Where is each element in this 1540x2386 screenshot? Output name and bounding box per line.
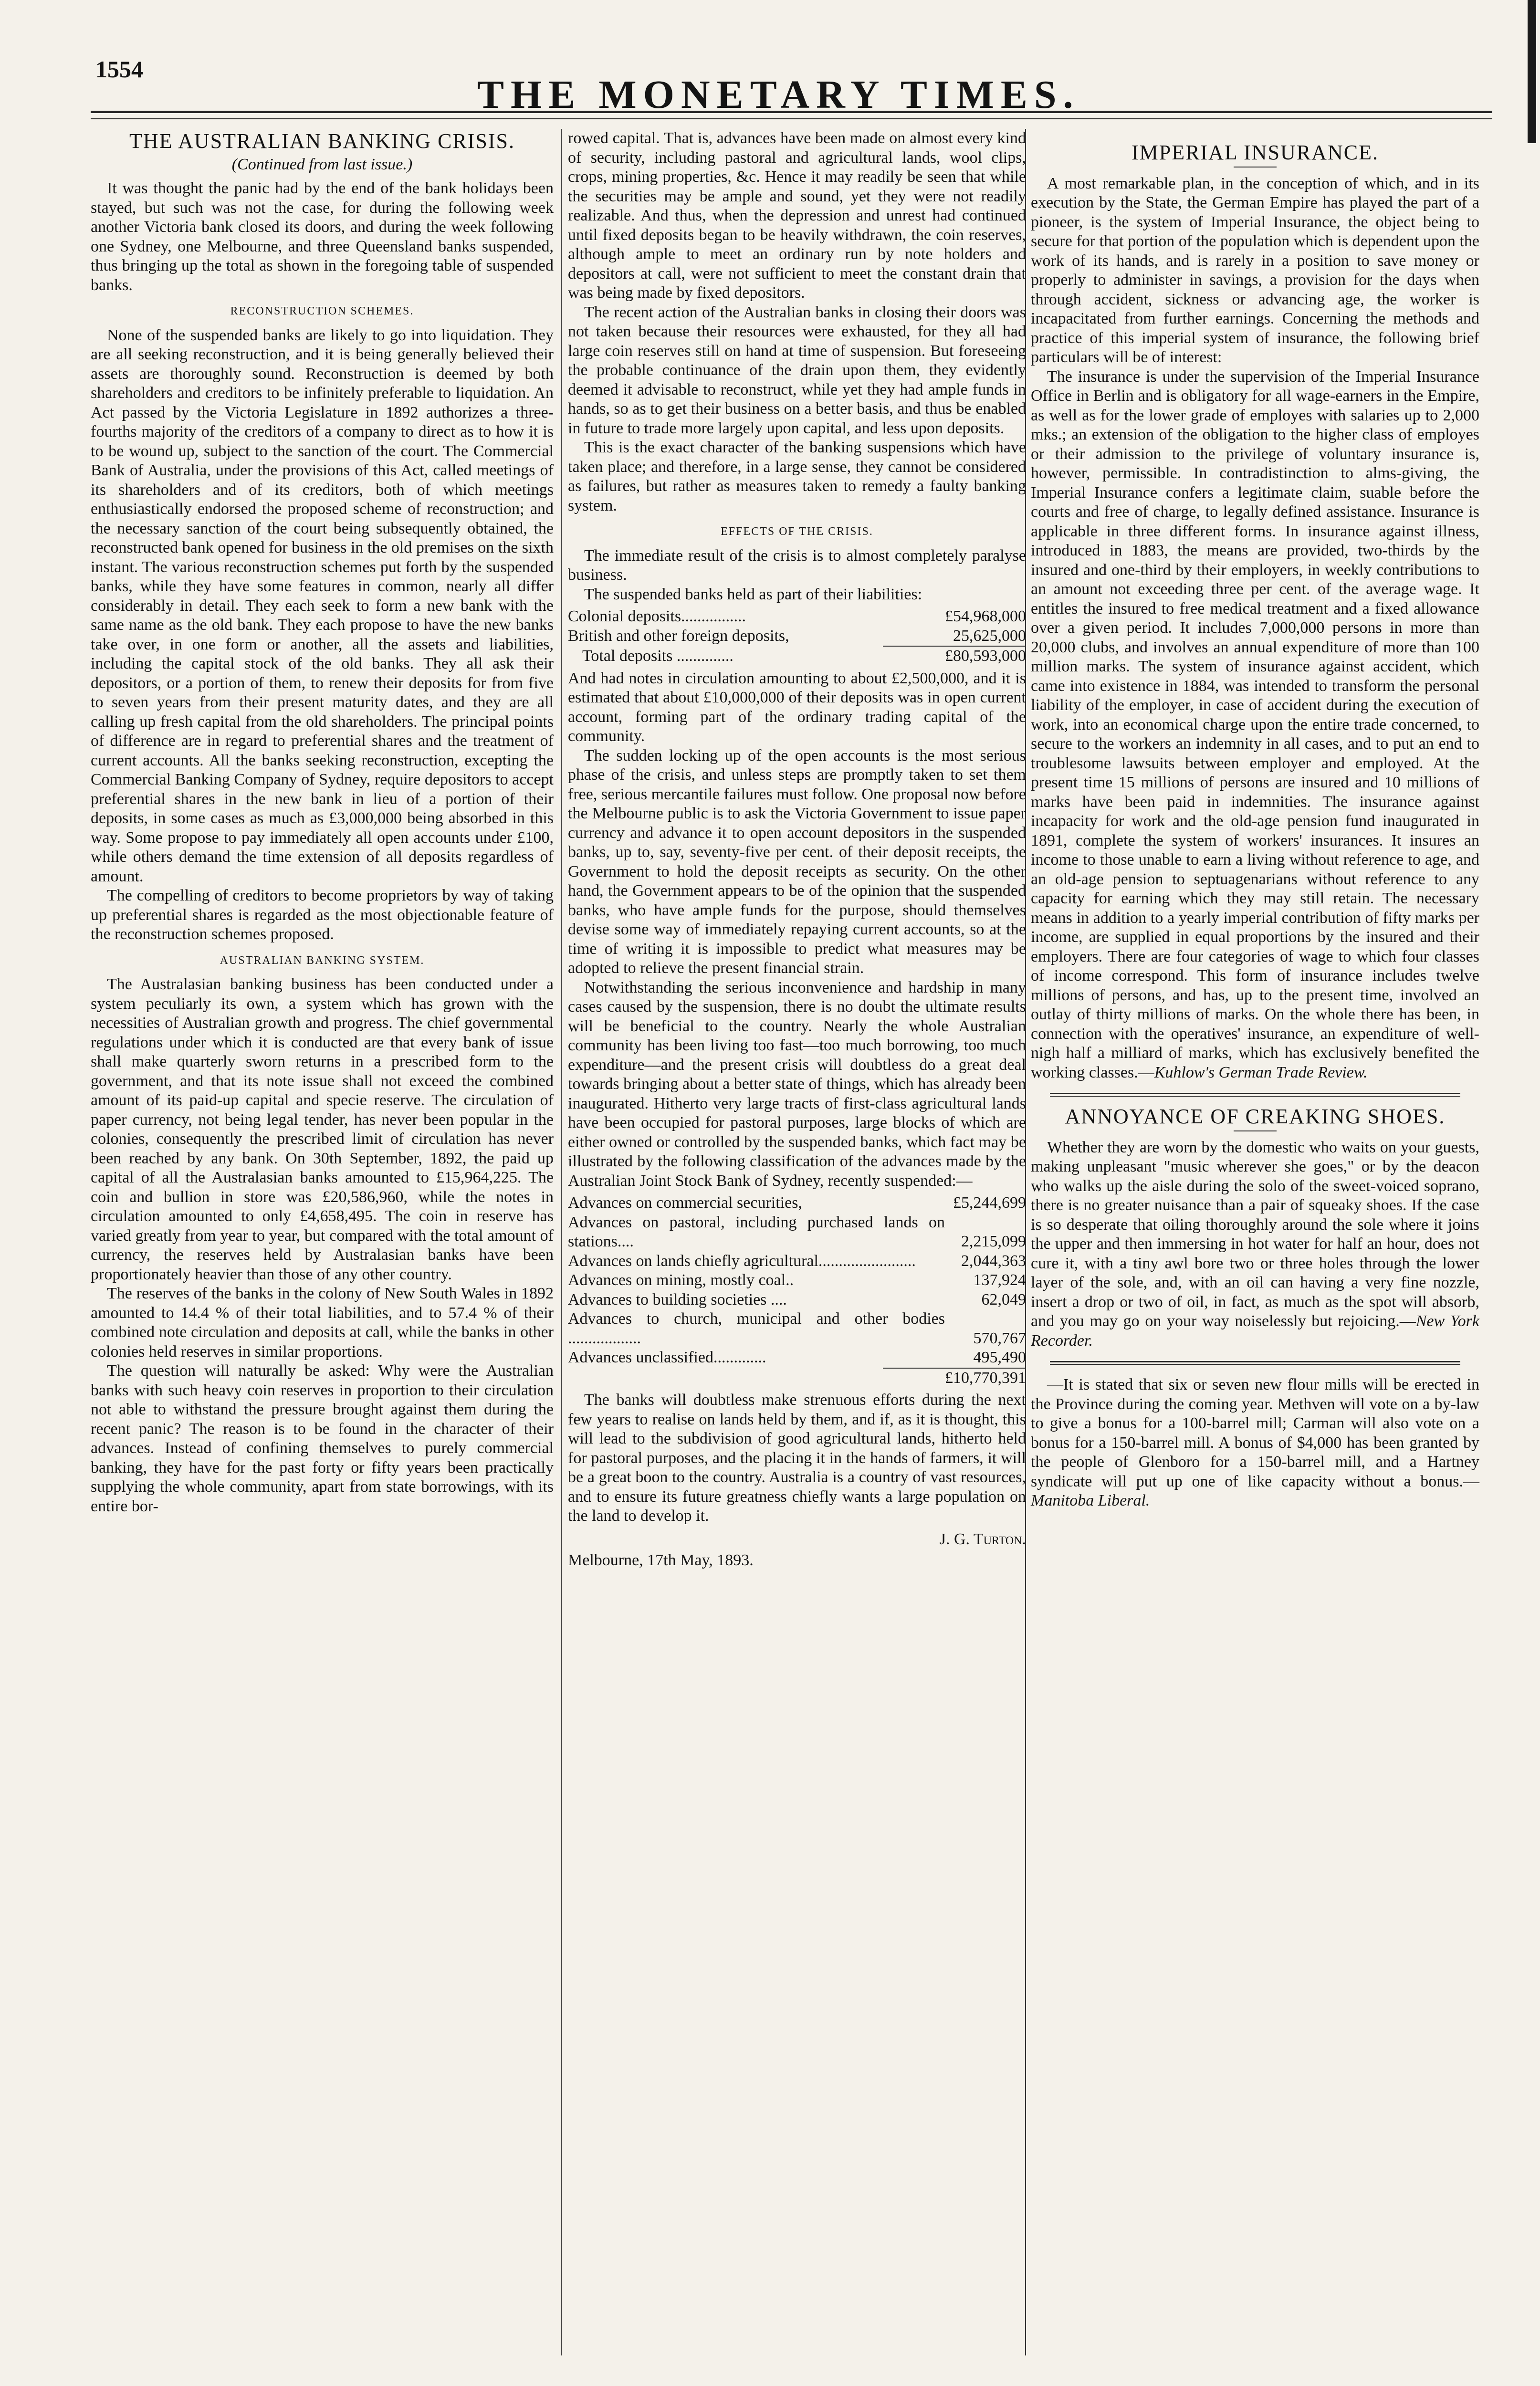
masthead-rule	[91, 111, 1492, 113]
total-label: Total deposits ..............	[582, 647, 733, 665]
row-amount: 137,924	[973, 1271, 1026, 1289]
table-row	[568, 1252, 1026, 1271]
row-amount: 2,215,099	[961, 1233, 1026, 1250]
column-1	[91, 129, 554, 1516]
paragraph: The sudden locking up of the open accounts is the most serious phase of the crisis, and unless steps are promptly taken to set them free, serious mercantile failures must follow. One proposal now before the Melbourne public is to ask the Victoria Government to issue paper currency and advance it to open account depositors in the suspended banks, up to, say, seventy-five per cent. of their deposit receipts, the Government to hold the deposit receipts as security. On the other hand, the Government appears to be of the opinion that the suspended banks, who have ample funds for the purpose, should themselves devise some way of immediately repaying current accounts, so at the time of writing it is impossible to predict what measures may be adopted to relieve the present financial strain.	[568, 746, 1026, 977]
table-row	[568, 1193, 1026, 1213]
continued-note: (Continued from last issue.)	[231, 155, 413, 173]
section-heading: RECONSTRUCTION SCHEMES.	[230, 305, 414, 317]
column-divider	[561, 129, 562, 2355]
source-credit: Manitoba Liberal.	[1031, 1492, 1150, 1509]
paragraph	[1031, 1138, 1479, 1351]
row-amount: 495,490	[973, 1349, 1026, 1366]
paragraph: A most remarkable plan, in the conception of which, and in its execution by the State, the German Empire has played the part of a pioneer, is the system of Imperial Insurance, the object being to secure for that portion of the population which is dependent upon the work of its hands, and is rarely in a position to save money or properly to administer in savings, a provision for the days when through accident, sickness or advancing age, the worker is incapacitated from further earnings. Concerning the methods and practice of this imperial system of insurance, the following brief particulars will be of interest:	[1031, 174, 1479, 366]
row-amount: 25,625,000	[953, 627, 1026, 645]
row-label: Advances on mining, mostly coal..	[568, 1271, 794, 1289]
paragraph: rowed capital. That is, advances have been made on almost every kind of security, including pastoral and agricultural lands, wool clips, crops, mining properties, &c. Hence it may readily be seen that while the securities may be ample and sound, yet they were not readily realizable. And thus, when the depression and unrest had continued until fixed deposits began to be heavily withdrawn, the coin reserves, although ample to meet an ordinary run by note holders and depositors at call, were not sufficient to meet the constant drain that was being made by fixed depositors.	[568, 129, 1026, 302]
row-amount: £54,968,000	[945, 607, 1026, 625]
section-heading: AUSTRALIAN BANKING SYSTEM.	[220, 954, 425, 967]
row-label: Advances unclassified.............	[568, 1349, 766, 1366]
paragraph: It was thought the panic had by the end of the bank holidays been stayed, but such was not the case, for during the following week another Victoria bank closed its doors, and during the week following one Sydney, one Melbourne, and three Queensland banks suspended, thus bringing up the total as shown in the foregoing table of suspended banks.	[91, 179, 554, 294]
table-row	[568, 1213, 1026, 1252]
advances-table	[568, 1193, 1026, 1388]
table-row	[568, 1290, 1026, 1310]
row-label: Advances on commercial securities,	[568, 1194, 802, 1212]
table-row	[568, 607, 1026, 627]
total-amount: £80,593,000	[945, 647, 1026, 665]
paragraph: This is the exact character of the banking suspensions which have taken place; and therefore, in a large sense, they cannot be considered as failures, but rather as measures taken to remedy a faulty banking system.	[568, 439, 1026, 514]
paragraph: The immediate result of the crisis is to almost completely paralyse business.	[568, 546, 1026, 584]
article-divider	[1050, 1093, 1460, 1097]
paragraph: And had notes in circulation amounting to about £2,500,000, and it is estimated that about £10,000,000 of their deposits was in open current account, forming part of the ordinary trading capital of the community.	[568, 669, 1026, 745]
title-rule	[1234, 1130, 1277, 1131]
row-label: Advances on pastoral, including purchased lands on stations....	[568, 1213, 945, 1250]
table-row	[568, 1271, 1026, 1290]
paragraph: The question will naturally be asked: Why were the Australian banks with such heavy coin reserves in proportion to their circulation not able to withstand the pressure brought against them during the recent panic? The reason is to be found in the character of their advances. Instead of confining themselves to purely commercial banking, they have for the past forty or fifty years been practically supplying the whole community, apart from state borrowings, with its entire bor-	[91, 1362, 554, 1515]
row-label: Colonial deposits................	[568, 607, 746, 625]
article-title: THE AUSTRALIAN BANKING CRISIS.	[129, 129, 515, 153]
row-amount: 62,049	[981, 1290, 1026, 1308]
paragraph: The Australasian banking business has been conducted under a system peculiarly its own, a system which has grown with the necessities of Australian growth and progress. The chief governmental regulations under which it is conducted are that every bank of issue shall make quarterly sworn returns in a prescribed form to the government, and that its note issue shall not exceed the combined amount of its paid-up capital and specie reserve. The circulation of paper currency, not being legal tender, has never been popular in the colonies, consequently the prescribed limit of circulation has never been reached by any bank. On 30th September, 1892, the paid up capital of all the Australasian banks amounted to £15,964,225. The coin and bullion in store was £20,586,960, while the notes in circulation amounted to only £4,658,495. The coin in reserve has varied greatly from year to year, but compared with the total amount of currency, the reserves held by Australasian banks have been proportionately heavier than those of any other country.	[91, 975, 554, 1283]
masthead-rule-thin	[91, 118, 1492, 119]
article-divider	[1050, 1361, 1460, 1365]
table-row	[568, 1369, 1026, 1388]
row-amount: £5,244,699	[953, 1194, 1026, 1212]
table-row	[568, 1309, 1026, 1348]
paragraph	[1031, 1375, 1479, 1511]
row-label: Advances to building societies ....	[568, 1290, 787, 1308]
masthead-title: THE MONETARY TIMES.	[477, 73, 1080, 117]
article-title: ANNOYANCE OF CREAKING SHOES.	[1065, 1105, 1446, 1128]
page-edge-mark	[1528, 0, 1536, 143]
table-row	[568, 647, 1026, 666]
table-row	[568, 627, 1026, 646]
dateline: Melbourne, 17th May, 1893.	[568, 1551, 754, 1569]
total-amount: £10,770,391	[945, 1369, 1026, 1387]
page-number: 1554	[95, 56, 143, 83]
paragraph-text: —It is stated that six or seven new flour mills will be erected in the Province during the coming year. Methven will vote on a by-law to give a bonus for a 100-barrel mill; Carman will also vote on a bonus for a 150-barrel mill. A bonus of $4,000 has been granted by the people of Glenboro for a 150-barrel mill, and a Hartney syndicate will put up one of like capacity without a bonus.—	[1031, 1376, 1479, 1490]
author-signature: J. G. Turton.	[939, 1530, 1026, 1548]
table-row	[568, 1348, 1026, 1368]
paragraph: The reserves of the banks in the colony of New South Wales in 1892 amounted to 14.4 % of their total liabilities, and to 57.4 % of their combined note circulation and deposits at call, while the banks in other colonies held reserves in similar proportions.	[91, 1285, 554, 1360]
paragraph: The banks will doubtless make strenuous efforts during the next few years to realise on lands held by them, and if, as it is thought, this will lead to the subdivision of good agricultural lands, hitherto held for pastoral purposes, and the placing it in the hands of farmers, it will be a great boon to the country. Australia is a country of vast resources, and to ensure its future greatness chiefly wants a large population on the land to develop it.	[568, 1391, 1026, 1525]
column-3	[1031, 129, 1479, 1511]
paragraph: The compelling of creditors to become proprietors by way of taking up preferential shares is regarded as the most objectionable feature of the reconstruction schemes proposed.	[91, 887, 554, 943]
paragraph: Notwithstanding the serious inconvenience and hardship in many cases caused by the suspension, there is no doubt the ultimate results will be beneficial to the country. Nearly the whole Australian community has been living too fast—too much borrowing, too much expenditure—and the present crisis will doubtless do a great deal towards bringing about a better state of things, which has already been inaugurated. Hitherto very large tracts of first-class agricultural lands have been occupied for pastoral purposes, large blocks of which are either owned or controlled by the suspended banks, which fact may be illustrated by the following classification of the advances made by the Australian Joint Stock Bank of Sydney, recently suspended:—	[568, 978, 1026, 1190]
row-amount: 2,044,363	[961, 1252, 1026, 1270]
paragraph-text: The insurance is under the supervision of the Imperial Insurance Office in Berlin and is obligatory for all wage-earners in the Empire, as well as for the lower grade of employes with salaries up to 2,000 mks.; an extension of the obligation to the higher class of employes or their admission to the privilege of voluntary insurance is, however, permissible. In contradistinction to alms-giving, the Imperial Insurance confers a legitimate claim, suable before the courts and free of charge, to legally defined assistance. Insurance is applicable in three different forms. In insurance against illness, introduced in 1883, the means are provided, two-thirds by the insured and one-third by their employers, in weekly contributions to an amount not exceeding three per cent. of the average wage. It entitles the insured to free medical treatment and a fixed allowance over a given period. It includes 7,000,000 persons in more than 20,000 clubs, and involves an annual expenditure of more than 100 million marks. The system of insurance against accident, which came into existence in 1884, was intended to transform the personal liability of the employer, in case of accident during the execution of work, into an economical charge upon the entire trade concerned, to secure to the workers an indemnity in all cases, and to put an end to troublesome lawsuits between employer and employed. At the present time 15 millions of persons are insured and 10 millions of marks have been paid in indemnities. The insurance against incapacity for work and the old-age pension fund inaugurated in 1891, complete the system of workers' insurances. It insures an income to those unable to earn a living without reference to age, and an old-age pension to septuagenarians without reference to any capacity for earning which they may still retain. The necessary means in addition to a yearly imperial contribution of fifty marks per income, are supplied in equal proportions by the insured and their employers. There are four categories of wage to which four classes of income correspond. This form of insurance includes twelve millions of persons, and has, up to the present time, involved an outlay of thirty millions of marks. On the whole there has been, in connection with the operatives' insurance, an expenditure of well-nigh half a milliard of marks, which has exclusively benefited the working classes.—	[1031, 367, 1479, 1081]
source-credit: New York Recorder.	[1031, 1312, 1479, 1350]
deposits-table	[568, 607, 1026, 666]
section-heading: EFFECTS OF THE CRISIS.	[721, 525, 873, 538]
column-2	[568, 129, 1026, 1570]
paragraph: The suspended banks held as part of their liabilities:	[584, 585, 922, 603]
paragraph: None of the suspended banks are likely to go into liquidation. They are all seeking reconstruction, and it is being generally believed their assets are thoroughly sound. Reconstruction is deemed by both shareholders and creditors to be infinitely preferable to liquidation. An Act passed by the Victoria Legislature in 1892 authorizes a three-fourths majority of the creditors of a company to direct as to how it is to be wound up, subject to the sanction of the court. The Commercial Bank of Australia, under the provisions of this Act, called meetings of its shareholders and of its creditors, both of which meetings enthusiastically endorsed the proposed scheme of reconstruction; and the necessary sanction of the court being subsequently obtained, the reconstructed bank opened for business in the old premises on the sixth instant. The various reconstruction schemes put forth by the suspended banks, while they have some features in common, nearly all differ considerably in detail. They each seek to form a new bank with the same name as the old bank. They each propose to have the new banks take over, in one form or another, all the assets and liabilities, including the capital stock of the old banks. They all ask their depositors, or a portion of them, to renew their deposits for from five to seven years from their present maturity dates, and they are all calling up fresh capital from the old shareholders. The principal points of difference are in regard to preferential shares and the treatment of current accounts. All the banks seeking reconstruction, excepting the Commercial Banking Company of Sydney, require depositors to accept preferential shares in the new bank in lieu of a portion of their deposits, in some cases as much as £3,000,000 being absorbed in this way. Some propose to pay immediately all open accounts under £100, while others demand the time extension of all deposits regardless of amount.	[91, 326, 554, 885]
paragraph: The recent action of the Australian banks in closing their doors was not taken because their resources were exhausted, for they all had large coin reserves still on hand at time of suspension. But foreseeing the probable continuance of the drain upon them, they evidently deemed it advisable to reconstruct, while yet they had ample funds in hands, so as to get their business on a better basis, and thus be enabled in future to trade more largely upon capital, and less upon deposits.	[568, 303, 1026, 437]
article-title: IMPERIAL INSURANCE.	[1131, 141, 1379, 164]
row-label: British and other foreign deposits,	[568, 627, 789, 645]
row-amount: 570,767	[973, 1329, 1026, 1347]
paragraph-text: Whether they are worn by the domestic who waits on your guests, making unpleasant "music wherever she goes," or by the deacon who walks up the aisle during the solo of the sweet-voiced soprano, there is no greater nuisance than a pair of squeaky shoes. If the case is so desperate that oiling thoroughly around the sole where it joins the upper and then immersing in hot water for half an hour, does not cure it, with a tiny awl bore two or three holes through the lower layer of the sole, and, with an oil can having a very fine nozzle, insert a drop or two of oil, in fact, as much as the spot will absorb, and you may go on your way noiselessly but rejoicing.—	[1031, 1138, 1479, 1330]
paragraph	[1031, 367, 1479, 1083]
row-label: Advances to church, municipal and other bodies ..................	[568, 1310, 945, 1347]
source-credit: Kuhlow's German Trade Review.	[1154, 1063, 1368, 1081]
row-label: Advances on lands chiefly agricultural........................	[568, 1252, 916, 1270]
